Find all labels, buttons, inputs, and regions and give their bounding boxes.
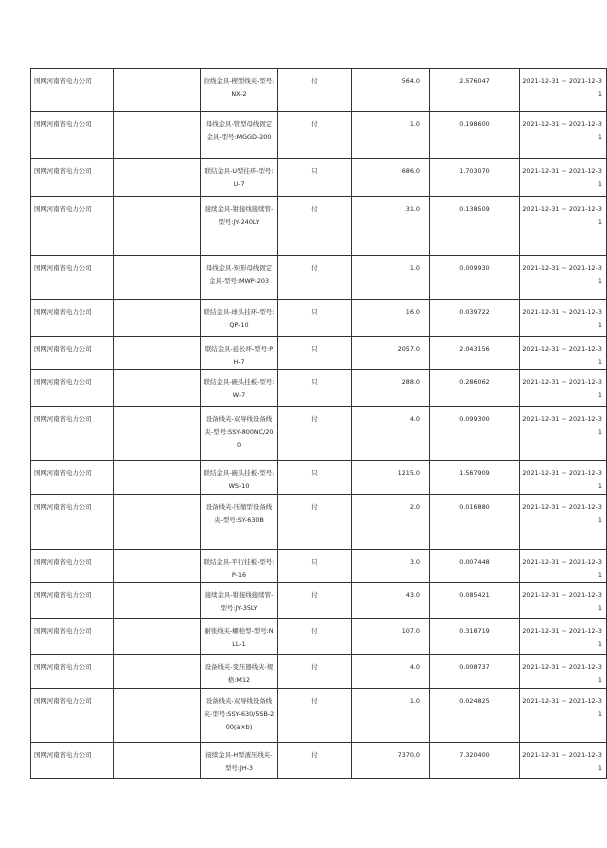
quantity-cell: 2057.0	[352, 337, 430, 370]
amount-cell: 0.016880	[430, 495, 520, 550]
org-cell: 国网河南省电力公司	[31, 583, 114, 619]
date-range-cell: 2021-12-31 ~ 2021-12-31	[520, 159, 607, 197]
org-cell: 国网河南省电力公司	[31, 495, 114, 550]
quantity-cell: 4.0	[352, 655, 430, 689]
table-row	[31, 461, 607, 495]
blank-cell	[114, 370, 201, 407]
unit-cell: 付	[278, 256, 352, 300]
table-row	[31, 655, 607, 689]
date-range-cell: 2021-12-31 ~ 2021-12-31	[520, 743, 607, 779]
org-cell: 国网河南省电力公司	[31, 655, 114, 689]
blank-cell	[114, 583, 201, 619]
quantity-cell: 3.0	[352, 550, 430, 583]
unit-cell: 只	[278, 159, 352, 197]
date-range-cell: 2021-12-31 ~ 2021-12-31	[520, 619, 607, 655]
table-row	[31, 370, 607, 407]
item-cell: 设备线夹-变压器线夹-规格:M12	[201, 655, 278, 689]
table-row	[31, 337, 607, 370]
unit-cell: 付	[278, 407, 352, 461]
amount-cell: 0.024825	[430, 689, 520, 743]
org-cell: 国网河南省电力公司	[31, 300, 114, 337]
item-cell: 母线金具-矩形母线固定金具-型号:MWP-203	[201, 256, 278, 300]
date-range-cell: 2021-12-31 ~ 2021-12-31	[520, 407, 607, 461]
org-cell: 国网河南省电力公司	[31, 461, 114, 495]
table-row	[31, 550, 607, 583]
org-cell: 国网河南省电力公司	[31, 689, 114, 743]
date-range-cell: 2021-12-31 ~ 2021-12-31	[520, 495, 607, 550]
table-row	[31, 619, 607, 655]
unit-cell: 只	[278, 550, 352, 583]
amount-cell: 0.007448	[430, 550, 520, 583]
amount-cell: 0.009930	[430, 256, 520, 300]
blank-cell	[114, 112, 201, 159]
org-cell: 国网河南省电力公司	[31, 550, 114, 583]
unit-cell: 只	[278, 370, 352, 407]
unit-cell: 付	[278, 655, 352, 689]
amount-cell: 0.198600	[430, 112, 520, 159]
unit-cell: 只	[278, 461, 352, 495]
item-cell: 联结金具-球头挂环-型号:QP-10	[201, 300, 278, 337]
blank-cell	[114, 159, 201, 197]
org-cell: 国网河南省电力公司	[31, 337, 114, 370]
quantity-cell: 1.0	[352, 112, 430, 159]
quantity-cell: 564.0	[352, 69, 430, 112]
item-cell: 设备线夹-压缩型设备线夹-型号:SY-630B	[201, 495, 278, 550]
date-range-cell: 2021-12-31 ~ 2021-12-31	[520, 655, 607, 689]
date-range-cell: 2021-12-31 ~ 2021-12-31	[520, 550, 607, 583]
org-cell: 国网河南省电力公司	[31, 407, 114, 461]
org-cell: 国网河南省电力公司	[31, 256, 114, 300]
procurement-table	[30, 68, 607, 779]
blank-cell	[114, 550, 201, 583]
table-row	[31, 743, 607, 779]
item-cell: 接续金具-钳接线接续管-型号:JY-240LY	[201, 197, 278, 256]
table-body	[31, 69, 607, 779]
table-row	[31, 159, 607, 197]
item-cell: 联结金具-平行挂板-型号:P-16	[201, 550, 278, 583]
item-cell: 拉线金具-楔型线夹-型号:NX-2	[201, 69, 278, 112]
date-range-cell: 2021-12-31 ~ 2021-12-31	[520, 300, 607, 337]
unit-cell: 付	[278, 689, 352, 743]
table-row	[31, 69, 607, 112]
unit-cell: 付	[278, 112, 352, 159]
quantity-cell: 686.0	[352, 159, 430, 197]
item-cell: 联结金具-碗头挂板-型号:WS-10	[201, 461, 278, 495]
item-cell: 联结金具-碗头挂板-型号:W-7	[201, 370, 278, 407]
item-cell: 设备线夹-双导线设备线夹-型号:SSY-800NC/200	[201, 407, 278, 461]
blank-cell	[114, 197, 201, 256]
quantity-cell: 107.0	[352, 619, 430, 655]
quantity-cell: 288.0	[352, 370, 430, 407]
date-range-cell: 2021-12-31 ~ 2021-12-31	[520, 461, 607, 495]
blank-cell	[114, 69, 201, 112]
table-row	[31, 407, 607, 461]
org-cell: 国网河南省电力公司	[31, 619, 114, 655]
org-cell: 国网河南省电力公司	[31, 159, 114, 197]
date-range-cell: 2021-12-31 ~ 2021-12-31	[520, 370, 607, 407]
quantity-cell: 16.0	[352, 300, 430, 337]
date-range-cell: 2021-12-31 ~ 2021-12-31	[520, 112, 607, 159]
table-row	[31, 112, 607, 159]
amount-cell: 0.039722	[430, 300, 520, 337]
quantity-cell: 1215.0	[352, 461, 430, 495]
quantity-cell: 1.0	[352, 256, 430, 300]
quantity-cell: 43.0	[352, 583, 430, 619]
blank-cell	[114, 495, 201, 550]
date-range-cell: 2021-12-31 ~ 2021-12-31	[520, 197, 607, 256]
unit-cell: 付	[278, 495, 352, 550]
unit-cell: 付	[278, 69, 352, 112]
table-row	[31, 300, 607, 337]
amount-cell: 7.320400	[430, 743, 520, 779]
date-range-cell: 2021-12-31 ~ 2021-12-31	[520, 337, 607, 370]
blank-cell	[114, 407, 201, 461]
amount-cell: 0.099300	[430, 407, 520, 461]
amount-cell: 0.138509	[430, 197, 520, 256]
date-range-cell: 2021-12-31 ~ 2021-12-31	[520, 69, 607, 112]
blank-cell	[114, 337, 201, 370]
org-cell: 国网河南省电力公司	[31, 69, 114, 112]
item-cell: 联结金具-U型挂环-型号:U-7	[201, 159, 278, 197]
item-cell: 母线金具-管型母线固定金具-型号:MGGD-200	[201, 112, 278, 159]
amount-cell: 0.286062	[430, 370, 520, 407]
table-row	[31, 583, 607, 619]
table-row	[31, 495, 607, 550]
unit-cell: 只	[278, 300, 352, 337]
org-cell: 国网河南省电力公司	[31, 112, 114, 159]
blank-cell	[114, 689, 201, 743]
blank-cell	[114, 300, 201, 337]
quantity-cell: 2.0	[352, 495, 430, 550]
blank-cell	[114, 655, 201, 689]
unit-cell: 付	[278, 197, 352, 256]
date-range-cell: 2021-12-31 ~ 2021-12-31	[520, 583, 607, 619]
org-cell: 国网河南省电力公司	[31, 197, 114, 256]
amount-cell: 1.703070	[430, 159, 520, 197]
amount-cell: 1.567909	[430, 461, 520, 495]
quantity-cell: 4.0	[352, 407, 430, 461]
item-cell: 接续金具-H型液压线夹-型号:JH-3	[201, 743, 278, 779]
item-cell: 接续金具-钳接线接续管-型号:JY-35LY	[201, 583, 278, 619]
blank-cell	[114, 743, 201, 779]
amount-cell: 0.318719	[430, 619, 520, 655]
unit-cell: 付	[278, 619, 352, 655]
blank-cell	[114, 256, 201, 300]
procurement-table-sheet	[30, 68, 602, 779]
amount-cell: 0.085421	[430, 583, 520, 619]
unit-cell: 付	[278, 743, 352, 779]
table-row	[31, 256, 607, 300]
quantity-cell: 1.0	[352, 689, 430, 743]
unit-cell: 只	[278, 337, 352, 370]
date-range-cell: 2021-12-31 ~ 2021-12-31	[520, 689, 607, 743]
org-cell: 国网河南省电力公司	[31, 370, 114, 407]
org-cell: 国网河南省电力公司	[31, 743, 114, 779]
amount-cell: 0.008737	[430, 655, 520, 689]
table-row	[31, 689, 607, 743]
unit-cell: 付	[278, 583, 352, 619]
quantity-cell: 31.0	[352, 197, 430, 256]
amount-cell: 2.043156	[430, 337, 520, 370]
blank-cell	[114, 461, 201, 495]
date-range-cell: 2021-12-31 ~ 2021-12-31	[520, 256, 607, 300]
quantity-cell: 7370.0	[352, 743, 430, 779]
table-row	[31, 197, 607, 256]
item-cell: 耐张线夹-螺栓型-型号:NLL-1	[201, 619, 278, 655]
item-cell: 联结金具-延长环-型号:PH-7	[201, 337, 278, 370]
item-cell: 设备线夹-双导线设备线夹-型号:SSY-630/5SB-200(a×b)	[201, 689, 278, 743]
blank-cell	[114, 619, 201, 655]
amount-cell: 2.576047	[430, 69, 520, 112]
